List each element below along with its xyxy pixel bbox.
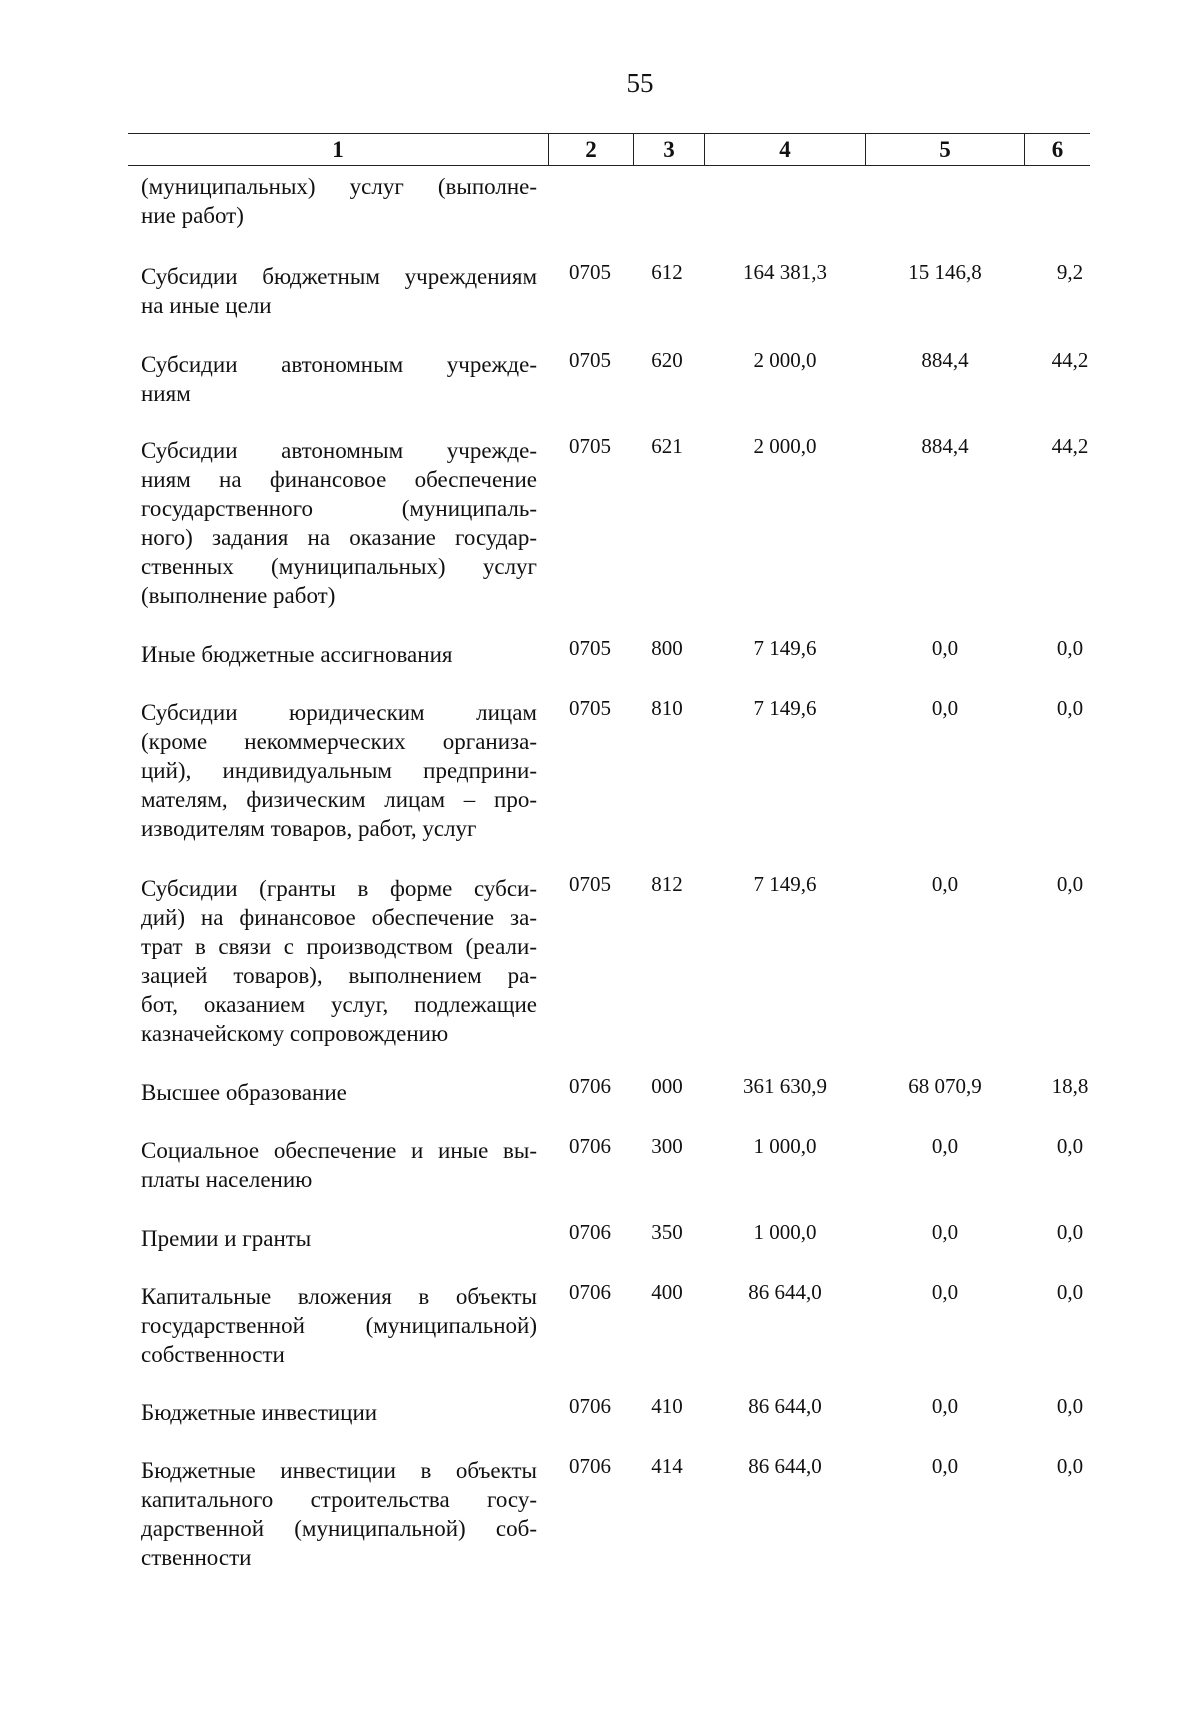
row-value-c6: 18,8 (1051, 1074, 1089, 1098)
row-value-c3: 410 (651, 1394, 683, 1418)
row-name (141, 1078, 537, 1107)
row-value-c2: 0706 (569, 1134, 611, 1158)
row-value-c5: 0,0 (931, 1134, 959, 1158)
row-value-c6: 9,2 (1056, 260, 1084, 284)
row-name-line: Бюджетные инвестиции (141, 1400, 378, 1425)
row-value-c6: 0,0 (1056, 636, 1084, 660)
row-value-c4: 361 630,9 (743, 1074, 827, 1098)
row-value-c3: 810 (651, 696, 683, 720)
row-value-c6: 44,2 (1051, 434, 1089, 458)
row-name (141, 262, 537, 320)
row-value-c4: 86 644,0 (748, 1394, 822, 1418)
row-value-c4: 86 644,0 (748, 1454, 822, 1478)
row-value-c2: 0706 (569, 1220, 611, 1244)
row-name-line: государственной (муниципальной) (141, 1313, 537, 1338)
row-value-c5: 15 146,8 (908, 260, 982, 284)
row-value-c5: 0,0 (931, 1220, 959, 1244)
header-col-2: 2 (548, 134, 633, 165)
row-name-line: государственного (муниципаль- (141, 496, 537, 521)
row-name (141, 1456, 537, 1572)
row-value-c4: 2 000,0 (753, 434, 817, 458)
row-value-c3: 812 (651, 872, 683, 896)
row-value-c4: 7 149,6 (753, 636, 817, 660)
row-value-c5: 0,0 (931, 872, 959, 896)
row-value-c4: 1 000,0 (753, 1134, 817, 1158)
row-value-c2: 0705 (569, 434, 611, 458)
row-name-line: Социальное обеспечение и иные вы- (141, 1138, 537, 1163)
row-value-c4: 86 644,0 (748, 1280, 822, 1304)
row-name-line: Иные бюджетные ассигнования (141, 642, 453, 667)
row-value-c6: 44,2 (1051, 348, 1089, 372)
row-value-c3: 300 (651, 1134, 683, 1158)
row-name-line: казначейскому сопровождению (141, 1021, 449, 1046)
row-name-line: Субсидии бюджетным учреждениям (141, 264, 537, 289)
row-value-c3: 612 (651, 260, 683, 284)
page-number: 55 (626, 68, 654, 98)
row-value-c5: 884,4 (921, 434, 969, 458)
row-value-c6: 0,0 (1056, 1280, 1084, 1304)
row-value-c6: 0,0 (1056, 1134, 1084, 1158)
row-value-c6: 0,0 (1056, 696, 1084, 720)
row-name (141, 172, 537, 230)
row-value-c4: 2 000,0 (753, 348, 817, 372)
row-name-line: ниям (141, 381, 191, 406)
row-name-line: Капитальные вложения в объекты (141, 1284, 537, 1309)
row-value-c3: 620 (651, 348, 683, 372)
row-name (141, 698, 537, 843)
row-name-line: (муниципальных) услуг (выполне- (141, 174, 537, 199)
row-name-line: мателям, физическим лицам – про- (141, 787, 537, 812)
row-value-c5: 68 070,9 (908, 1074, 982, 1098)
row-value-c2: 0705 (569, 696, 611, 720)
row-name-line: зацией товаров), выполнением ра- (141, 963, 537, 988)
row-name-line: на иные цели (141, 293, 272, 318)
row-value-c2: 0706 (569, 1280, 611, 1304)
row-name (141, 1398, 537, 1427)
header-col-1: 1 (332, 136, 344, 162)
header-col-3: 3 (633, 134, 704, 165)
row-name-line: собственности (141, 1342, 285, 1367)
row-name (141, 640, 537, 669)
row-name (141, 350, 537, 408)
row-name-line: (выполнение работ) (141, 583, 336, 608)
row-name (141, 1136, 537, 1194)
row-name-line: Субсидии автономным учрежде- (141, 352, 537, 377)
row-value-c5: 0,0 (931, 1394, 959, 1418)
row-name-line: бот, оказанием услуг, подлежащие (141, 992, 537, 1017)
row-name-line: Субсидии (гранты в форме субси- (141, 876, 537, 901)
row-value-c3: 000 (651, 1074, 683, 1098)
row-value-c2: 0705 (569, 260, 611, 284)
row-value-c3: 400 (651, 1280, 683, 1304)
row-value-c4: 1 000,0 (753, 1220, 817, 1244)
row-name (141, 874, 537, 1048)
row-name-line: Премии и гранты (141, 1226, 312, 1251)
row-name (141, 436, 537, 610)
row-name-line: Субсидии автономным учрежде- (141, 438, 537, 463)
table-header (128, 133, 1090, 166)
row-name-line: дарственной (муниципальной) соб- (141, 1516, 537, 1541)
row-value-c2: 0706 (569, 1394, 611, 1418)
row-value-c6: 0,0 (1056, 1394, 1084, 1418)
row-name-line: ного) задания на оказание государ- (141, 525, 537, 550)
row-name-line: платы населению (141, 1167, 313, 1192)
row-value-c5: 884,4 (921, 348, 969, 372)
row-value-c2: 0705 (569, 348, 611, 372)
row-value-c3: 621 (651, 434, 683, 458)
row-value-c5: 0,0 (931, 1454, 959, 1478)
row-value-c4: 7 149,6 (753, 696, 817, 720)
row-value-c5: 0,0 (931, 1280, 959, 1304)
row-value-c3: 350 (651, 1220, 683, 1244)
header-col-6: 6 (1024, 134, 1090, 165)
row-name-line: капитального строительства госу- (141, 1487, 537, 1512)
row-value-c6: 0,0 (1056, 872, 1084, 896)
row-name-line: трат в связи с производством (реали- (141, 934, 537, 959)
row-value-c2: 0706 (569, 1454, 611, 1478)
row-name-line: Бюджетные инвестиции в объекты (141, 1458, 537, 1483)
row-value-c2: 0705 (569, 636, 611, 660)
row-name-line: ниям на финансовое обеспечение (141, 467, 537, 492)
header-col-4: 4 (704, 134, 865, 165)
row-value-c6: 0,0 (1056, 1454, 1084, 1478)
row-name-line: ственности (141, 1545, 252, 1570)
row-name-line: ние работ) (141, 203, 244, 228)
row-name-line: ций), индивидуальным предприни- (141, 758, 537, 783)
row-name-line: Высшее образование (141, 1080, 347, 1105)
row-value-c4: 7 149,6 (753, 872, 817, 896)
row-value-c3: 414 (651, 1454, 683, 1478)
row-value-c2: 0706 (569, 1074, 611, 1098)
row-name-line: ственных (муниципальных) услуг (141, 554, 537, 579)
row-value-c3: 800 (651, 636, 683, 660)
row-value-c5: 0,0 (931, 636, 959, 660)
row-name-line: (кроме некоммерческих организа- (141, 729, 537, 754)
row-name-line: Субсидии юридическим лицам (141, 700, 537, 725)
header-col-5: 5 (865, 134, 1024, 165)
row-name (141, 1224, 537, 1253)
row-value-c2: 0705 (569, 872, 611, 896)
row-value-c5: 0,0 (931, 696, 959, 720)
row-value-c6: 0,0 (1056, 1220, 1084, 1244)
row-name (141, 1282, 537, 1369)
row-name-line: изводителям товаров, работ, услуг (141, 816, 477, 841)
row-value-c4: 164 381,3 (743, 260, 827, 284)
row-name-line: дий) на финансовое обеспечение за- (141, 905, 537, 930)
